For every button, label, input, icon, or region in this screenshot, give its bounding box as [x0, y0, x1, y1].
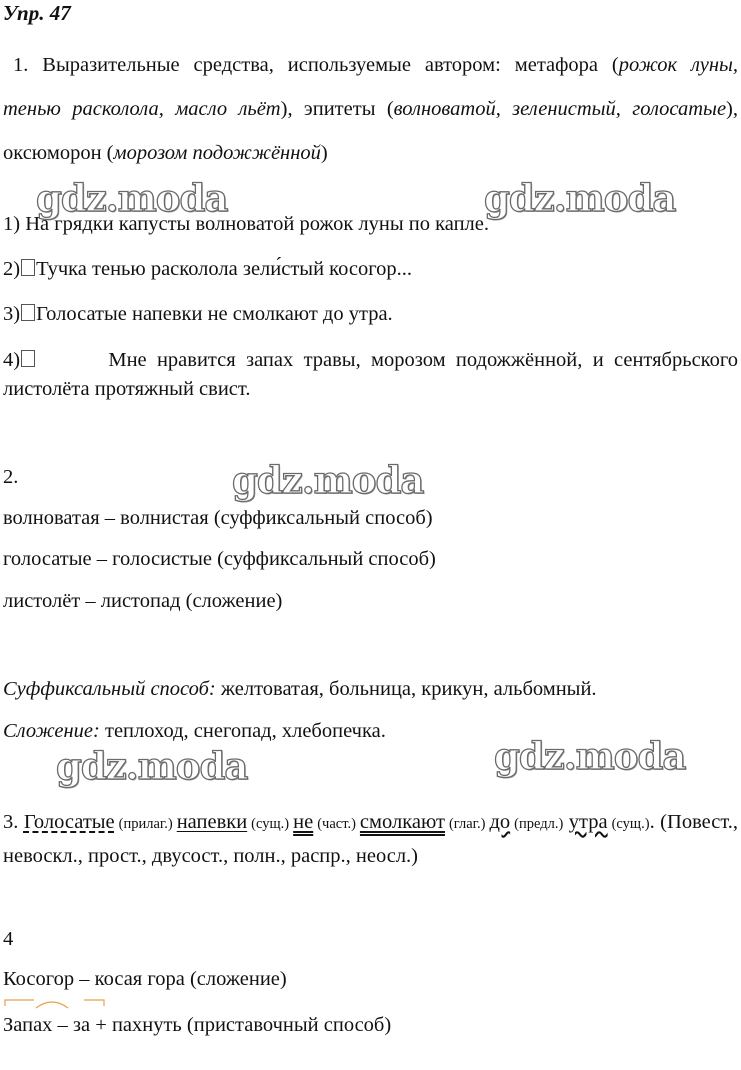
- poem-line-4: 4) Мне нравится запах травы, морозом подожжённой, и сентябрьского листолёта протяжный свист.: [3, 349, 738, 400]
- metaphors-list: рожок луны, тенью расколола, масло льёт: [3, 54, 738, 120]
- task2-number: 2.: [3, 466, 19, 488]
- word-predicate: смолкают: [359, 811, 445, 833]
- word-subject: напевки: [176, 811, 248, 833]
- watermark-logo: gdz.moda: [56, 744, 248, 788]
- poem-line-3: 3) Голосатые напевки не смолкают до утра.: [3, 303, 393, 325]
- watermark-logo: gdz.moda: [36, 176, 228, 220]
- word-formation-2: Запах – за + пахнуть (приставочный способ): [3, 1014, 392, 1036]
- word-particle: не: [293, 811, 314, 833]
- compound-examples: Сложение: теплоход, снегопад, хлебопечка.: [3, 720, 386, 742]
- word-formation-1: Косогор – косая гора (сложение): [3, 968, 287, 990]
- watermark-logo: gdz.moda: [232, 458, 424, 502]
- oxymoron-text: морозом подожжённой: [113, 142, 321, 164]
- sentence-parse: 3. Голосатые (прилаг.) напевки (сущ.) не (част.) смолкают (глаг.) до (предл.) утра (сущ.). (Повест., невоскл., прост., двусост., полн., распр., неосл.): [3, 811, 739, 867]
- poem-line-1: 1) На грядки капусты волноватой рожок луны по капле.: [3, 213, 490, 235]
- task1-intro: 1. Выразительные средства, используемые автором: метафора (рожок луны, тенью расколола, масло льёт), эпитеты (волноватой, зеленистый, голосатые), оксюморон (морозом подожжённой): [3, 54, 738, 164]
- missing-glyph-box: [21, 259, 35, 276]
- exercise-title: Упр. 47: [3, 1, 71, 25]
- word-pair-1: волноватая – волнистая (суффиксальный способ): [3, 507, 433, 529]
- word-preposition: до: [489, 811, 511, 833]
- missing-glyph-box: [21, 350, 35, 367]
- poem-line-2: 2) Тучка тенью расколола зели́стый косогор...: [3, 258, 412, 280]
- word-circumstance: утра: [568, 811, 608, 833]
- root-arc-icon: [36, 1002, 68, 1008]
- task4-number: 4: [3, 928, 14, 950]
- watermark-logo: gdz.moda: [484, 176, 676, 220]
- word-predicate-modifier: Голосатые: [23, 811, 115, 833]
- prefix-mark-icon: [5, 1000, 34, 1006]
- missing-glyph-box: [21, 304, 35, 321]
- word-pair-3: листолёт – листопад (сложение): [3, 590, 283, 612]
- word-pair-2: голосатые – голосистые (суффиксальный способ): [3, 548, 436, 570]
- epithets-list: волноватой, зеленистый, голосатые: [393, 98, 727, 120]
- suffix-mark-icon: [84, 1000, 104, 1006]
- morpheme-marks-icon: [0, 996, 120, 1016]
- suffix-examples: Суффиксальный способ: желтоватая, больница, крикун, альбомный.: [3, 678, 597, 700]
- watermark-logo: gdz.moda: [494, 734, 686, 778]
